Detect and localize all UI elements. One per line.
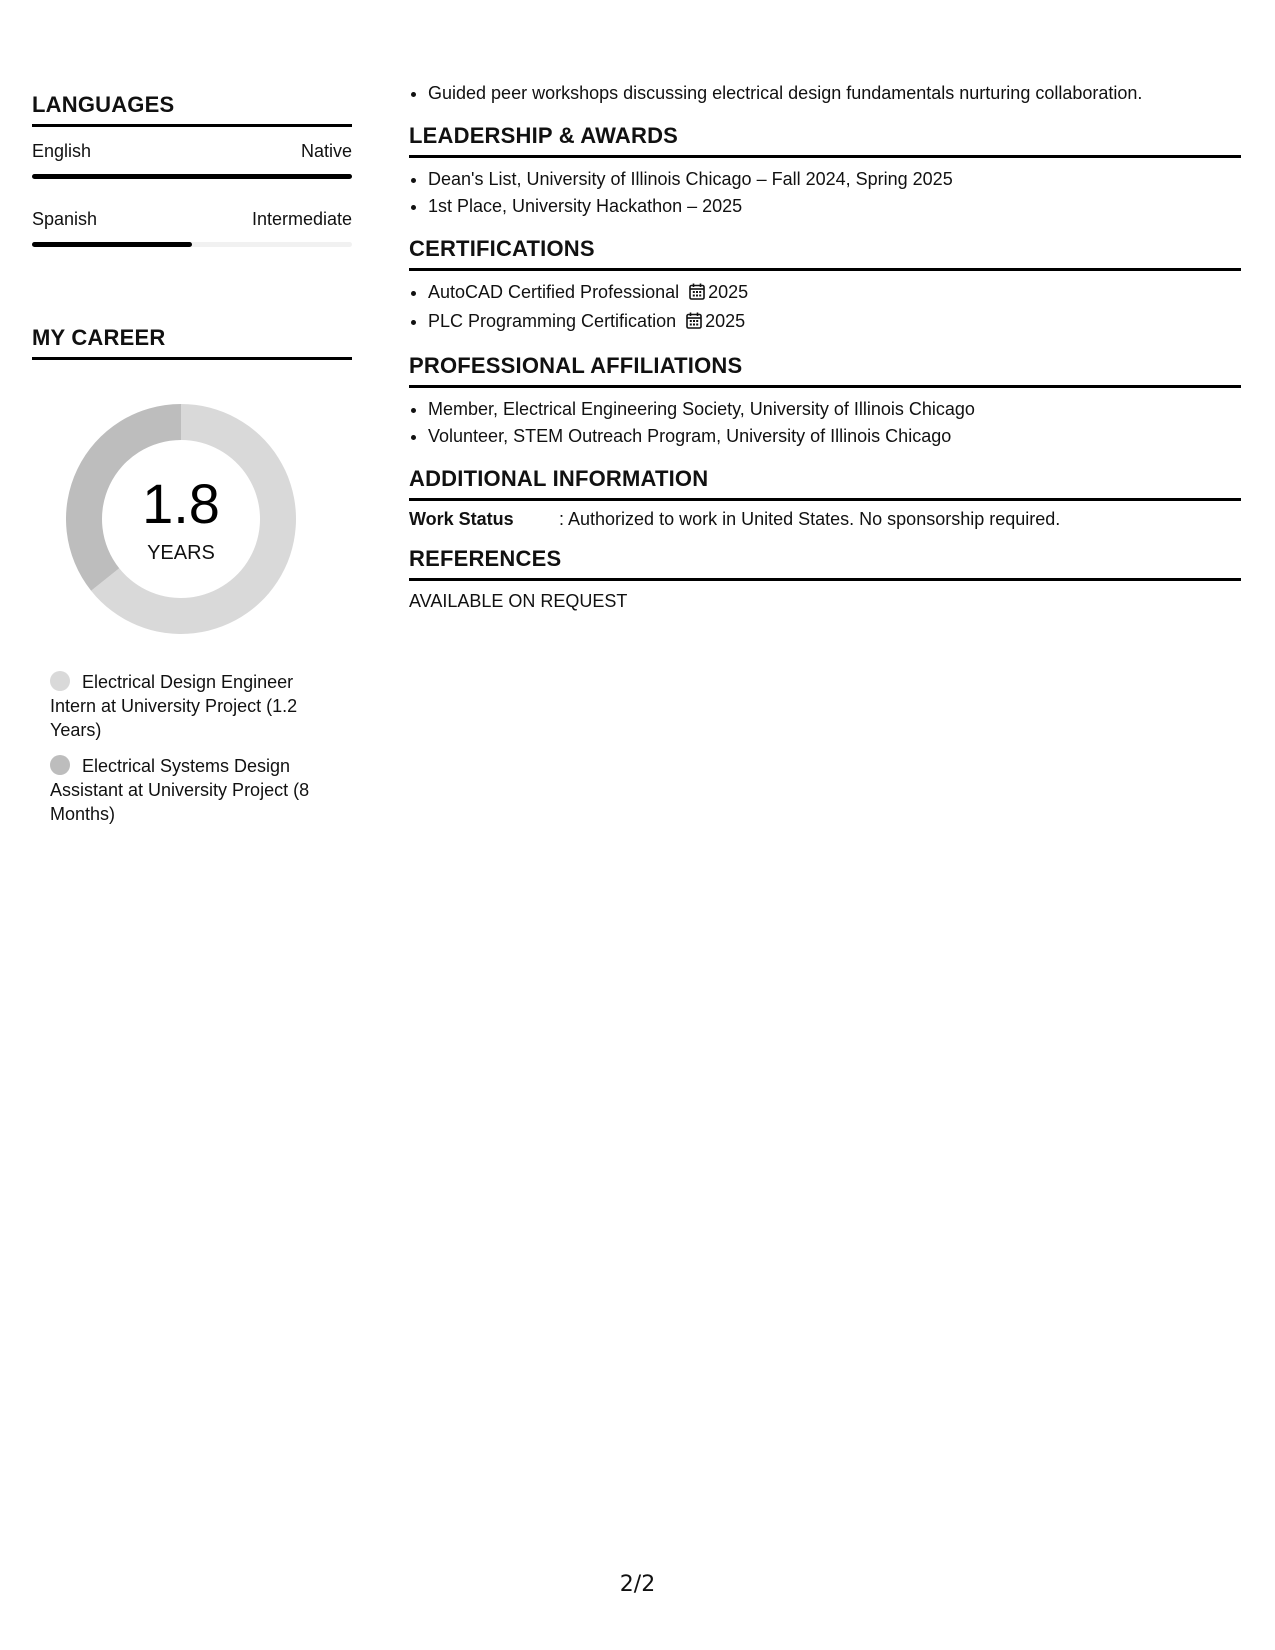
- language-level: Native: [300, 141, 352, 161]
- certification-year: 2025: [705, 311, 746, 331]
- legend-label: Electrical Design Engineer Intern at University Project (1.2 Years): [50, 672, 298, 740]
- references-heading: REFERENCES: [409, 546, 1241, 581]
- career-heading: MY CAREER: [32, 325, 352, 360]
- career-legend: [50, 670, 340, 826]
- left-column: [32, 92, 352, 838]
- leadership-heading: LEADERSHIP & AWARDS: [409, 123, 1241, 158]
- career-section: [32, 325, 352, 826]
- list-item: • Member, Electrical Engineering Society, University of Illinois Chicago: [428, 396, 1241, 423]
- legend-label: Electrical Systems Design Assistant at University Project (8 Months): [50, 756, 310, 824]
- career-donut-chart: [66, 404, 296, 634]
- additional-info-heading: ADDITIONAL INFORMATION: [409, 466, 1241, 501]
- leadership-list: [409, 166, 1241, 220]
- additional-info-section: [409, 466, 1241, 530]
- language-proficiency-bar: [32, 242, 352, 247]
- language-proficiency-bar: [32, 174, 352, 179]
- career-total-value: 1.8: [142, 472, 220, 535]
- references-text: AVAILABLE ON REQUEST: [409, 591, 628, 611]
- certifications-heading: CERTIFICATIONS: [409, 236, 1241, 271]
- language-name: Spanish: [32, 209, 98, 229]
- list-item: • Volunteer, STEM Outreach Program, University of Illinois Chicago: [428, 423, 1241, 450]
- languages-heading: LANGUAGES: [32, 92, 352, 127]
- right-column: [409, 80, 1241, 612]
- certifications-section: [409, 236, 1241, 337]
- list-item: • Guided peer workshops discussing electrical design fundamentals nurturing collaboration.: [428, 80, 1241, 107]
- language-proficiency-fill: [32, 174, 352, 179]
- affiliations-heading: PROFESSIONAL AFFILIATIONS: [409, 353, 1241, 388]
- legend-item: [50, 670, 340, 742]
- work-status-label: Work Status: [409, 509, 514, 529]
- affiliations-list: [409, 396, 1241, 450]
- language-item-spanish: [32, 209, 352, 247]
- language-proficiency-fill: [32, 242, 192, 247]
- calendar-icon: [689, 281, 705, 308]
- references-section: [409, 546, 1241, 612]
- leadership-section: [409, 123, 1241, 220]
- calendar-icon: [686, 310, 702, 337]
- languages-section: [32, 92, 352, 247]
- work-status-row: [409, 509, 1241, 530]
- list-item: [428, 279, 1241, 308]
- work-status-value: : Authorized to work in United States. No sponsorship required.: [559, 509, 1061, 529]
- certification-name: AutoCAD Certified Professional: [428, 282, 680, 302]
- list-item: [428, 308, 1241, 337]
- experience-tail-list: [409, 80, 1241, 107]
- list-item: • 1st Place, University Hackathon – 2025: [428, 193, 1241, 220]
- donut-center-label: [66, 404, 296, 634]
- certifications-list: [409, 279, 1241, 337]
- language-item-english: [32, 141, 352, 179]
- legend-swatch: [50, 755, 70, 775]
- legend-item: [50, 754, 340, 826]
- legend-swatch: [50, 671, 70, 691]
- language-name: English: [32, 141, 92, 161]
- list-item: • Dean's List, University of Illinois Chicago – Fall 2024, Spring 2025: [428, 166, 1241, 193]
- certification-year: 2025: [708, 282, 749, 302]
- page-number: 2/2: [619, 1572, 656, 1597]
- language-level: Intermediate: [251, 209, 352, 229]
- affiliations-section: [409, 353, 1241, 450]
- career-total-unit: YEARS: [147, 542, 215, 564]
- certification-name: PLC Programming Certification: [428, 311, 677, 331]
